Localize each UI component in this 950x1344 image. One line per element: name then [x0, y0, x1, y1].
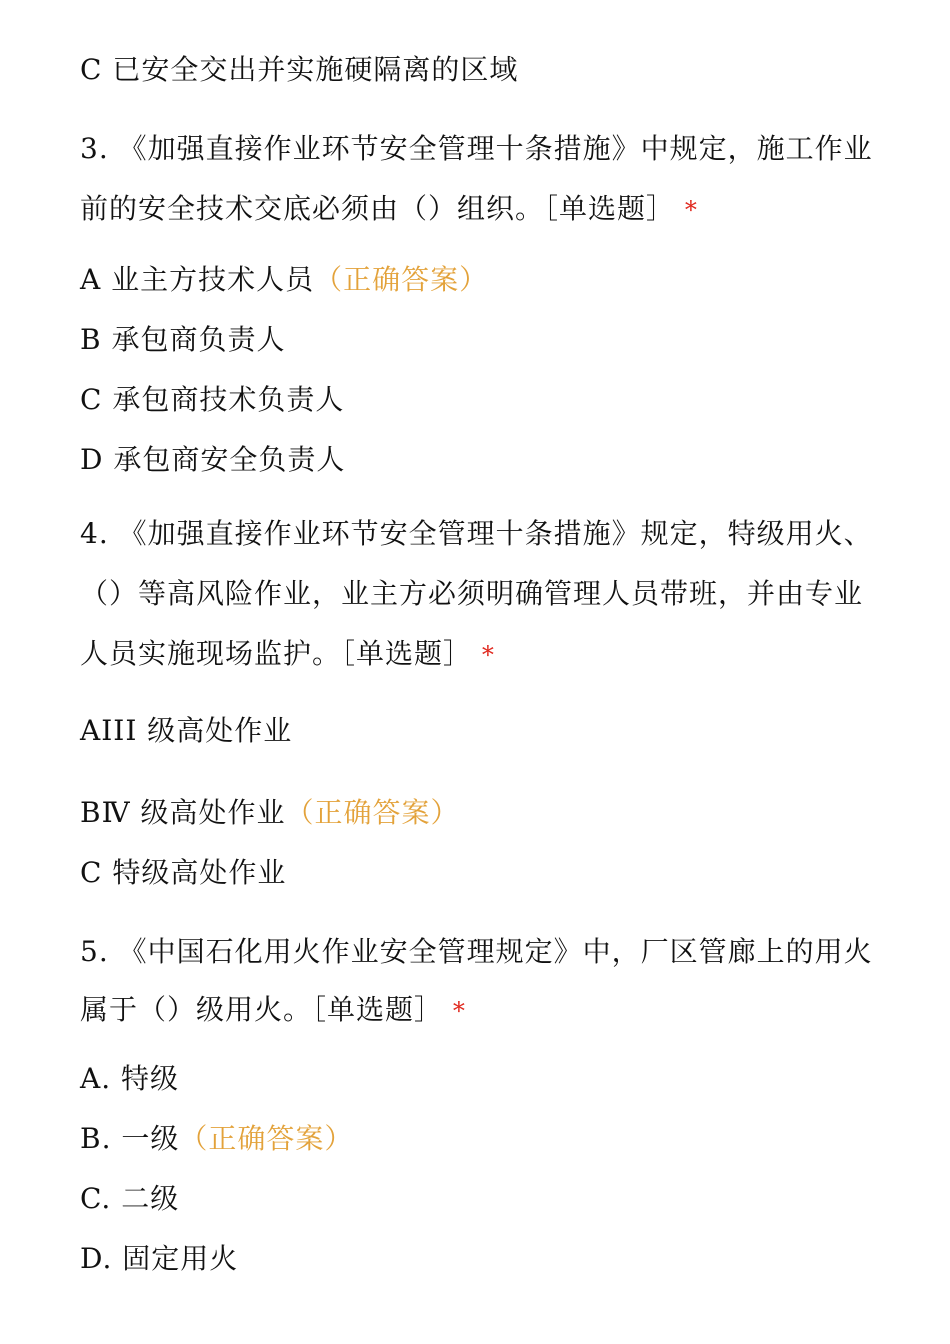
required-asterisk: * — [481, 641, 495, 669]
question-3-option-d — [80, 442, 345, 478]
question-5-option-c — [80, 1181, 179, 1217]
question-text: 人员实施现场监护。［单选题］ — [80, 637, 473, 670]
option-text: D. 固定用火 — [80, 1242, 239, 1275]
question-5-line-2 — [80, 992, 466, 1029]
required-asterisk: * — [684, 196, 698, 224]
question-5-option-a — [80, 1061, 179, 1097]
question-text: 3. 《加强直接作业环节安全管理十条措施》中规定，施工作业 — [80, 132, 873, 165]
option-text: C 特级高处作业 — [80, 856, 287, 889]
option-text: C 已安全交出并实施硬隔离的区域 — [80, 53, 519, 86]
option-text: B 承包商负责人 — [80, 323, 286, 356]
question-3-option-a — [80, 262, 488, 298]
question-text: 4. 《加强直接作业环节安全管理十条措施》规定，特级用火、 — [80, 517, 873, 550]
option-text: AIII 级高处作业 — [80, 714, 293, 747]
option-text: BⅣ 级高处作业 — [80, 796, 286, 829]
question-text: 属于（）级用火。［单选题］ — [80, 993, 444, 1026]
question-4-line-1 — [80, 516, 873, 552]
question-text: 前的安全技术交底必须由（）组织。［单选题］ — [80, 192, 676, 225]
option-text: D 承包商安全负责人 — [80, 443, 346, 476]
option-text: B. 一级 — [80, 1122, 180, 1155]
option-text: C. 二级 — [80, 1182, 180, 1215]
option-c-prev — [80, 52, 518, 88]
correct-answer-mark: （正确答案） — [314, 263, 489, 296]
question-5-line-1 — [80, 934, 873, 970]
question-3-line-2 — [80, 191, 698, 228]
question-3-line-1 — [80, 131, 873, 167]
question-3-option-b — [80, 322, 285, 358]
option-text: C 承包商技术负责人 — [80, 383, 345, 416]
question-4-line-3 — [80, 636, 495, 673]
question-5-option-d — [80, 1241, 238, 1277]
correct-answer-mark: （正确答案） — [285, 796, 460, 829]
question-5-option-b — [80, 1121, 353, 1157]
question-text: 5. 《中国石化用火作业安全管理规定》中，厂区管廊上的用火 — [80, 935, 873, 968]
question-4-line-2 — [80, 576, 863, 612]
question-4-option-a — [80, 713, 292, 749]
question-4-option-c — [80, 855, 286, 891]
option-text: A. 特级 — [80, 1062, 180, 1095]
option-text: A 业主方技术人员 — [80, 263, 315, 296]
correct-answer-mark: （正确答案） — [179, 1122, 354, 1155]
required-asterisk: * — [452, 997, 466, 1025]
question-text: （）等高风险作业，业主方必须明确管理人员带班，并由专业 — [80, 577, 864, 610]
question-3-option-c — [80, 382, 344, 418]
question-4-option-b — [80, 795, 459, 831]
